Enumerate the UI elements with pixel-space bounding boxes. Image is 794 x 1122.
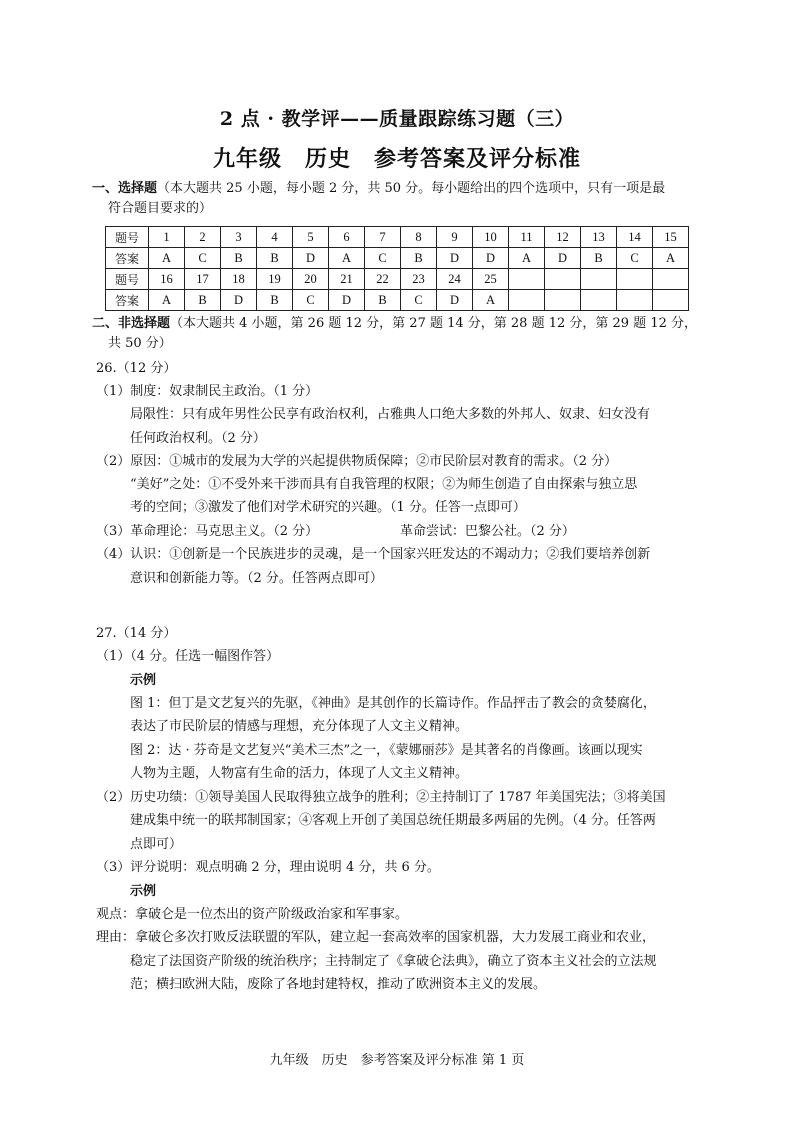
q27-part2-line3: 点即可） [130, 837, 183, 852]
answer-cell: A [653, 248, 689, 269]
answer-cell: D [329, 290, 365, 311]
q26-part2-line2: “美好”之处：①不受外来干涉而具有自我管理的权限；②为师生创造了自由探索与独立思 [130, 477, 638, 492]
q26-part2: （2）原因：①城市的发展为大学的兴起提供物质保障；②市民阶层对教育的需求。（2 分） [96, 454, 618, 469]
answer-cell: B [257, 290, 293, 311]
answer-cell: D [221, 290, 257, 311]
answer-cell: A [329, 248, 365, 269]
answer-cell: B [365, 290, 401, 311]
document-subtitle: 九年级 历史 参考答案及评分标准 [212, 146, 581, 172]
section1-desc-line2: 符合题目要求的） [108, 201, 213, 216]
question-number: 4 [257, 227, 293, 248]
question-number: 20 [293, 269, 329, 290]
q27-figure1-line1: 图 1：但丁是文艺复兴的先驱，《神曲》是其创作的长篇诗作。作品抨击了教会的贪婪腐化， [130, 696, 656, 711]
q26-part1: （1）制度：奴隶制民主政治。（1 分） [96, 384, 319, 399]
section2-intro [92, 315, 697, 333]
answer-cell: C [401, 290, 437, 311]
page-footer: 九年级 历史 参考答案及评分标准 第 1 页 [269, 1053, 525, 1068]
section2-desc-line1: （本大题共 4 小题，第 26 题 12 分，第 27 题 14 分，第 28 题 12 分，第 29 题 12 分， [170, 316, 698, 331]
answer-cell: C [365, 248, 401, 269]
q27-reason-line2: 稳定了法国资产阶级的统治秩序；主持制定了《拿破仑法典》，确立了资本主义社会的立法规 [130, 954, 657, 969]
q26-part2-line3: 考的空间；③激发了他们对学术研究的兴趣。（1 分。任答一点即可） [130, 500, 526, 515]
q27-heading: 27.（14 分） [96, 626, 177, 641]
document-title: 2 点 · 教学评——质量跟踪练习题（三） [219, 108, 575, 130]
answer-cell: D [293, 248, 329, 269]
question-number: 19 [257, 269, 293, 290]
empty-cell [653, 290, 689, 311]
row-label-number: 题号 [106, 227, 149, 248]
question-number: 17 [185, 269, 221, 290]
answer-cell: C [617, 248, 653, 269]
question-number: 25 [473, 269, 509, 290]
table-row-answers-2 [106, 290, 689, 311]
answer-cell: D [437, 290, 473, 311]
row-label-number: 题号 [106, 269, 149, 290]
question-number: 1 [149, 227, 185, 248]
q26-part1-line2: 局限性：只有成年男性公民享有政治权利，占雅典人口绝大多数的外邦人、奴隶、妇女没有 [130, 407, 651, 422]
question-number: 12 [545, 227, 581, 248]
question-number: 22 [365, 269, 401, 290]
question-number: 16 [149, 269, 185, 290]
q27-figure2-line1: 图 2：达 · 芬奇是文艺复兴“美术三杰”之一，《蒙娜丽莎》是其著名的肖像画。该画以现实 [130, 743, 643, 758]
question-number: 5 [293, 227, 329, 248]
row-label-answer: 答案 [106, 290, 149, 311]
empty-cell [545, 269, 581, 290]
answer-cell: B [185, 290, 221, 311]
section2-heading: 二、非选择题 [92, 316, 171, 331]
table-row-numbers-2 [106, 269, 689, 290]
question-number: 21 [329, 269, 365, 290]
question-number: 9 [437, 227, 473, 248]
q27-part2: （2）历史功绩：①领导美国人民取得独立战争的胜利；②主持制订了 1787 年美国宪法；③将美国 [96, 790, 666, 805]
q26-part1-line3: 任何政治权利。（2 分） [130, 431, 266, 446]
empty-cell [581, 290, 617, 311]
q27-part3: （3）评分说明：观点明确 2 分，理由说明 4 分，共 6 分。 [96, 860, 440, 875]
q27-reason-line1: 理由：拿破仑多次打败反法联盟的军队，建立起一套高效率的国家机器，大力发展工商业和农业， [96, 930, 656, 945]
q26-heading: 26.（12 分） [96, 361, 177, 376]
answer-cell: A [149, 290, 185, 311]
question-number: 14 [617, 227, 653, 248]
answer-cell: A [473, 290, 509, 311]
question-number: 7 [365, 227, 401, 248]
question-number: 10 [473, 227, 509, 248]
empty-cell [617, 269, 653, 290]
section1-desc-line1: （本大题共 25 小题，每小题 2 分，共 50 分。每小题给出的四个选项中，只有一项是最 [157, 181, 666, 196]
table-row-numbers-1 [106, 227, 689, 248]
question-number: 13 [581, 227, 617, 248]
question-number: 6 [329, 227, 365, 248]
row-label-answer: 答案 [106, 248, 149, 269]
empty-cell [545, 290, 581, 311]
q26-part3-attempt: 革命尝试：巴黎公社。（2 分） [400, 524, 575, 539]
empty-cell [617, 290, 653, 311]
q27-example2-label: 示例 [130, 884, 157, 899]
question-number: 24 [437, 269, 473, 290]
q26-part3-theory: （3）革命理论：马克思主义。（2 分） [96, 524, 319, 539]
answer-cell: A [149, 248, 185, 269]
answer-cell: C [185, 248, 221, 269]
question-number: 2 [185, 227, 221, 248]
q27-reason-line3: 范；横扫欧洲大陆，废除了各地封建特权，推动了欧洲资本主义的发展。 [130, 977, 547, 992]
q27-example-label: 示例 [130, 673, 157, 688]
answer-cell: C [293, 290, 329, 311]
empty-cell [509, 290, 545, 311]
empty-cell [653, 269, 689, 290]
q26-part4-line2: 意识和创新能力等。（2 分。任答两点即可） [130, 571, 383, 586]
answer-cell: D [437, 248, 473, 269]
section1-heading: 一、选择题 [92, 181, 158, 196]
section2-desc-line2: 共 50 分） [108, 336, 172, 351]
q26-part4: （4）认识：①创新是一个民族进步的灵魂，是一个国家兴旺发达的不竭动力；②我们要培养创新 [96, 547, 651, 562]
question-number: 15 [653, 227, 689, 248]
answer-cell: B [401, 248, 437, 269]
table-row-answers-1 [106, 248, 689, 269]
q27-figure2-line2: 人物为主题，人物富有生命的活力，体现了人文主义精神。 [130, 766, 469, 781]
empty-cell [509, 269, 545, 290]
q27-viewpoint: 观点：拿破仑是一位杰出的资产阶级政治家和军事家。 [96, 907, 409, 922]
answer-cell: D [545, 248, 581, 269]
answer-cell: D [473, 248, 509, 269]
answer-cell: A [509, 248, 545, 269]
question-number: 18 [221, 269, 257, 290]
answer-cell: B [221, 248, 257, 269]
q27-part1: （1）（4 分。任选一幅图作答） [96, 649, 280, 664]
question-number: 23 [401, 269, 437, 290]
question-number: 11 [509, 227, 545, 248]
answer-cell: B [581, 248, 617, 269]
q27-part2-line2: 建成集中统一的联邦制国家；④客观上开创了美国总统任期最多两届的先例。（4 分。任答两 [130, 813, 656, 828]
answer-cell: B [257, 248, 293, 269]
question-number: 3 [221, 227, 257, 248]
empty-cell [581, 269, 617, 290]
q27-figure1-line2: 表达了市民阶层的情感与理想，充分体现了人文主义精神。 [130, 719, 469, 734]
answer-table [105, 226, 689, 311]
section1-intro [92, 180, 665, 198]
question-number: 8 [401, 227, 437, 248]
